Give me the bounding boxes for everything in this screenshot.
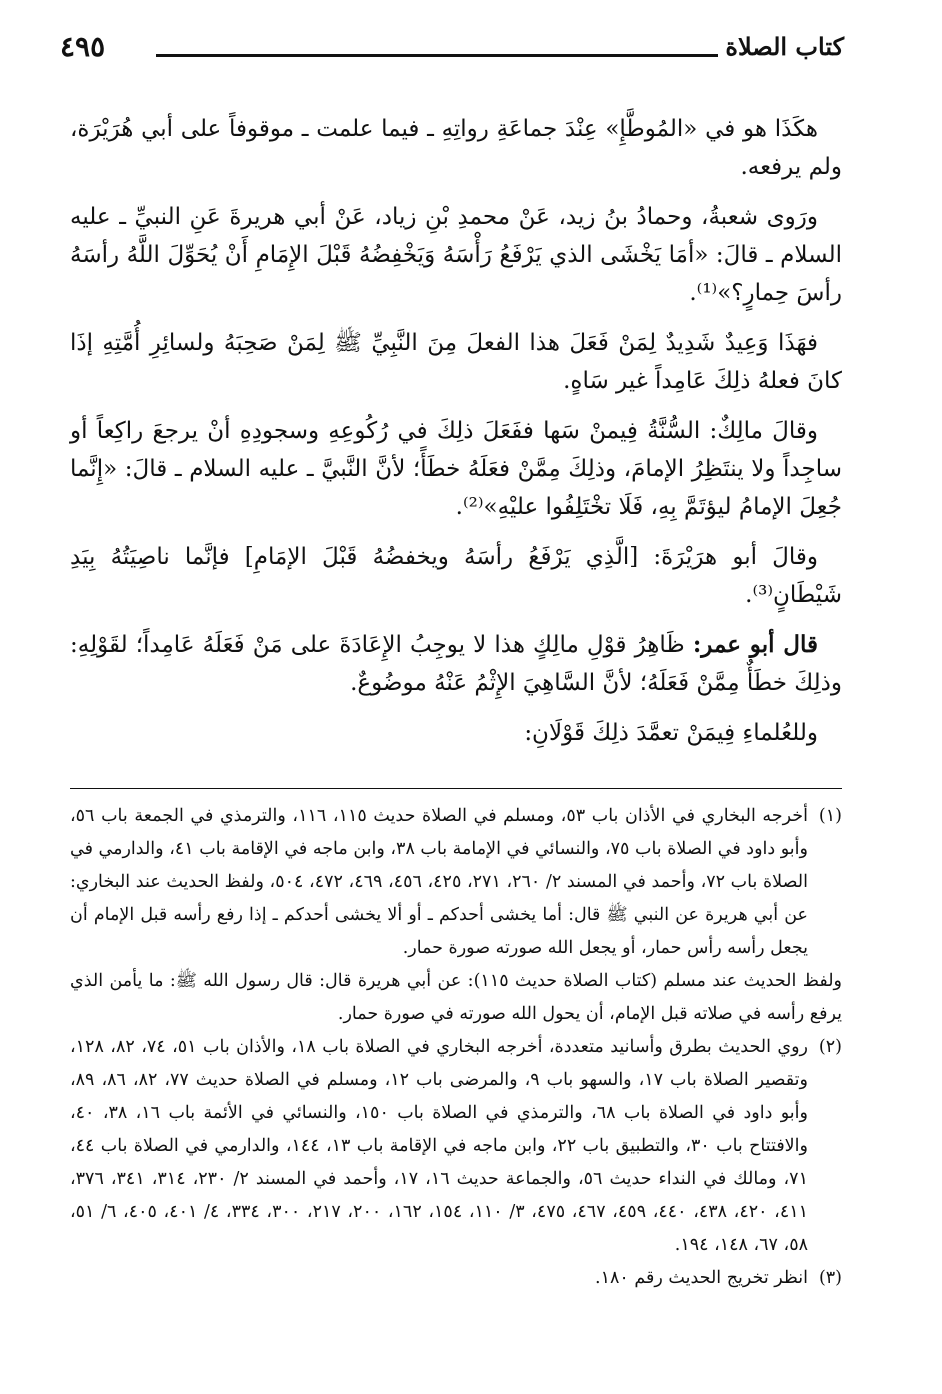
footnotes	[70, 800, 842, 1295]
footnote-1-text: أخرجه البخاري في الأذان باب ٥٣، ومسلم في الصلاة حديث ١١٥، ١١٦، والترمذي في الجمعة باب ٥٦، وأبو داود في الصلاة باب ٧٥، والنسائي في الإمامة باب ٣٨، وابن ماجه في الإقامة باب ٤١، والدارمي في الصلاة باب ٧٢، وأحمد في المسند ٢/ ٢٦٠، ٢٧١، ٤٢٥، ٤٥٦، ٤٦٩، ٤٧٢، ٥٠٤، ولفظ الحديث عند البخاري: عن أبي هريرة عن النبي ﷺ قال: أما يخشى أحدكم ـ أو ألا يخشى أحدكم ـ إذا رفع رأسه قبل الإمام أن يجعل رأسه رأس حمار، أو يجعل الله صورته صورة حمار.	[70, 806, 808, 958]
page-header	[60, 28, 844, 68]
footnote-2-number: (٢)	[818, 1037, 842, 1057]
paragraph-4: وقالَ مالِكٌ: السُّنَّةُ فِيمنْ سَها ففَعَلَ ذلِكَ في رُكُوعِهِ وسجودِهِ أنْ يرجعَ راكِعاً أو ساجِداً ولا ينتَظِرُ الإمامَ، وذلِكَ مِمَّنْ فعَلَهُ خطَأً؛ لأنَّ النَّبيَّ ـ عليه السلام ـ قالَ: «إِنَّما جُعِلَ الإمامُ ليؤتَمَّ بِهِ، فَلَا تخْتَلِفُوا عليْهِ»⁽²⁾.	[70, 418, 842, 520]
footnote-3-text: انظر تخريج الحديث رقم ١٨٠.	[595, 1268, 808, 1288]
footnote-3	[70, 1262, 842, 1295]
page-number: ٤٩٥	[60, 30, 106, 63]
footnote-separator	[70, 788, 842, 789]
header-rule	[156, 54, 718, 57]
running-title: كتاب الصلاة	[725, 32, 844, 61]
footnote-3-number: (٣)	[818, 1268, 842, 1288]
paragraph-3: فهَذَا وَعِيدٌ شَدِيدٌ لِمَنْ فَعَلَ هذا الفعلَ مِنَ النَّبِيِّ ﷺ لِمَنْ صَحِبَهُ ولسائِرِ أُمَّتِهِ إذَا كانَ فعلهُ ذلِكَ عَامِداً غير سَاهٍ.	[70, 330, 842, 394]
footnote-1-continuation: ولفظ الحديث عند مسلم (كتاب الصلاة حديث ١١٥): عن أبي هريرة قال: قال رسول الله ﷺ: ما يأمن الذي يرفع رأسه في صلاته قبل الإمام، أن يحول الله صورته في صورة حمار.	[70, 971, 842, 1024]
paragraph-1: هكَذَا هو في «المُوطَّإِ» عِنْدَ جماعَةِ رواتِهِ ـ فيما علمت ـ موقوفاً على أبي هُرَيْرَة، ولم يرفعه.	[70, 116, 842, 180]
main-text	[70, 110, 842, 764]
paragraph-6-text: ظَاهِرُ قوْلِ مالِكٍ هذا لا يوجِبُ الإِعَادَةَ على مَنْ فَعَلَهُ عَامِداً؛ لقَوْلِهِ: وذلِكَ خطَأٌ مِمَّنْ فَعَلَهُ؛ لأنَّ السَّاهِيَ الإِثْمُ عَنْهُ موضُوعٌ.	[70, 632, 842, 696]
footnote-2-text: روي الحديث بطرق وأسانيد متعددة، أخرجه البخاري في الصلاة باب ١٨، والأذان باب ٥١، ٧٤، ٨٢، ١٢٨، وتقصير الصلاة باب ١٧، والسهو باب ٩، والمرضى باب ١٢، ومسلم في الصلاة حديث ٧٧، ٨٢، ٨٦، ٨٩، وأبو داود في الصلاة باب ٦٨، والترمذي في الصلاة باب ١٥٠، والنسائي في الأئمة باب ١٦، ٣٨، ٤٠، والافتتاح باب ٣٠، والتطبيق باب ٢٢، وابن ماجه في الإقامة باب ١٣، ١٤٤، والدارمي في الصلاة باب ٤٤، ٧١، ومالك في النداء حديث ٥٦، والجماعة حديث ١٦، ١٧، وأحمد في المسند ٢/ ٢٣٠، ٣١٤، ٣٤١، ٣٧٦، ٤١١، ٤٢٠، ٤٣٨، ٤٤٠، ٤٥٩، ٤٦٧، ٤٧٥، ٣/ ١١٠، ١٥٤، ١٦٢، ٢٠٠، ٢١٧، ٣٠٠، ٣٣٤، ٤/ ٤٠١، ٤٠٥، ٦/ ٥١، ٥٨، ٦٧، ١٤٨، ١٩٤.	[70, 1037, 809, 1255]
speaker-lead: قال أبو عمر:	[692, 631, 818, 658]
footnote-1-number: (١)	[818, 806, 842, 826]
paragraph-5: وقالَ أبو هرَيْرَةَ: [الَّذِي يَرْفَعُ رأسَهُ ويخفضُهُ قَبْلَ الإمَامِ] فإنَّما ناصِيَتُهُ بِيَدِ شَيْطَانٍ⁽³⁾.	[70, 544, 842, 608]
footnote-1	[70, 800, 842, 965]
paragraph-2: ورَوى شعبةُ، وحمادُ بنُ زيد، عَنْ محمدِ بْنِ زياد، عَنْ أبي هريرةَ عَنِ النبيِّ ـ عليه السلام ـ قالَ: «أمَا يَخْشَى الذي يَرْفَعُ رَأْسَهُ وَيَخْفِضُهُ قَبْلَ الإِمَامِ أَنْ يُحَوِّلَ اللَّهُ رأسَهُ رأسَ حِمارٍ؟»⁽¹⁾.	[70, 204, 842, 306]
footnote-2	[70, 1031, 842, 1262]
paragraph-6	[70, 626, 842, 702]
paragraph-7: وللعُلماءِ فِيمَنْ تعمَّدَ ذلِكَ قَوْلَانِ:	[524, 720, 818, 746]
